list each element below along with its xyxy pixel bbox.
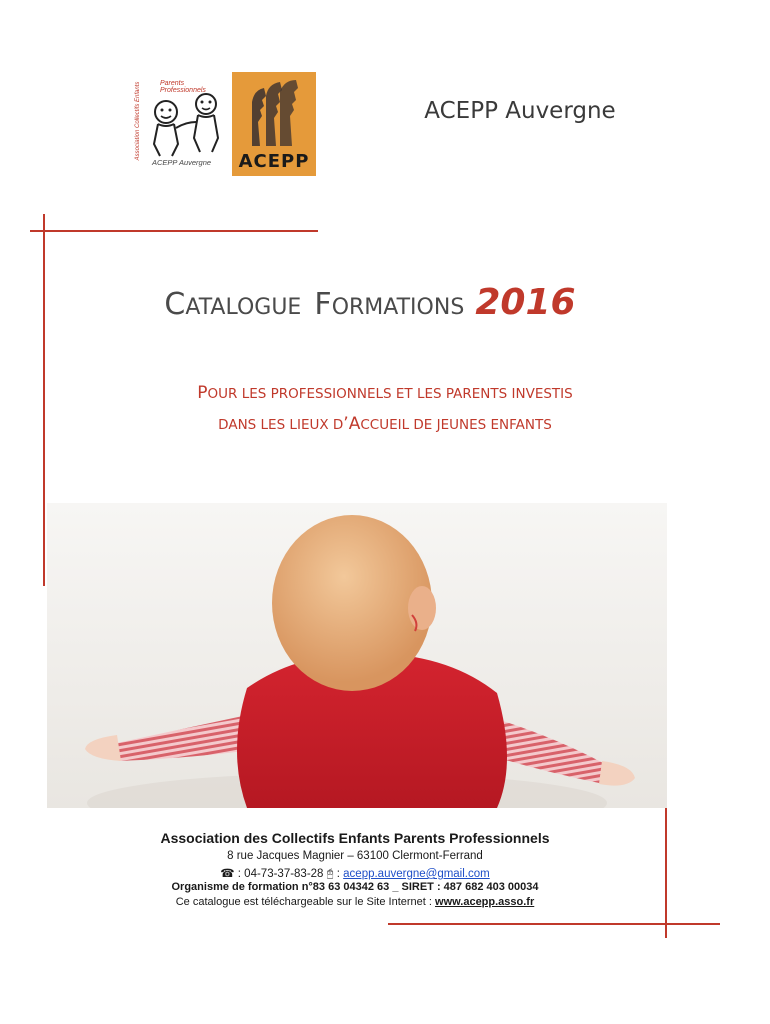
baby-photo xyxy=(47,503,667,808)
subtitle-line2-rest: CCUEIL DE JEUNES ENFANTS xyxy=(360,417,552,433)
parents-logo-caption-top: Parents Professionnels xyxy=(160,80,206,94)
title-word2-rest: ORMATIONS xyxy=(331,295,465,320)
footer-contact xyxy=(100,866,610,881)
top-horizontal-rule xyxy=(30,230,318,232)
footer-organism-info: Organisme de formation n°83 63 04342 63 _ SIRET : 487 682 403 00034 xyxy=(171,881,539,893)
title-word2-initial: F xyxy=(314,287,332,322)
title-word1-rest: ATALOGUE xyxy=(185,295,302,320)
parents-logo-side-text: Association Collectifs Enfants xyxy=(135,81,141,161)
mouse-icon: 🖰 xyxy=(326,868,334,880)
catalog-title xyxy=(60,282,680,323)
parents-professionnels-logo xyxy=(128,72,228,172)
subtitle-line2-initial: ’A xyxy=(343,414,361,434)
subtitle-line1-rest: OUR LES PROFESSIONNELS ET LES PARENTS INVESTIS xyxy=(207,386,573,402)
footer-phone: ☎ : 04-73-37-83-28 xyxy=(220,868,327,880)
bottom-horizontal-rule xyxy=(388,923,720,925)
subtitle-line2-part1: DANS LES LIEUX D xyxy=(218,417,344,433)
acepp-logo xyxy=(232,72,316,176)
footer-association-name: Association des Collectifs Enfants Parents Professionnels xyxy=(160,830,550,846)
parents-logo-caption-bottom: ACEPP Auvergne xyxy=(152,158,212,167)
website-link[interactable]: www.acepp.asso.fr xyxy=(435,896,535,908)
footer-email-prefix: : xyxy=(333,868,344,880)
footer-download-info xyxy=(100,896,610,908)
catalog-year: 2016 xyxy=(475,282,576,323)
title-word1-initial: C xyxy=(164,287,186,322)
subtitle-line1-initial: P xyxy=(197,383,208,403)
subtitle-line-1 xyxy=(0,383,770,403)
footer-download-prefix: Ce catalogue est téléchargeable sur le Site Internet : xyxy=(175,896,436,908)
faces-profile-icon xyxy=(238,76,310,152)
email-link[interactable]: acepp.auvergne@gmail.com xyxy=(343,868,490,880)
organization-name: ACEPP Auvergne xyxy=(424,98,616,124)
footer-address: 8 rue Jacques Magnier – 63100 Clermont-Ferrand xyxy=(227,850,483,862)
acepp-logo-caption: ACEPP xyxy=(238,151,310,172)
subtitle-line-2 xyxy=(0,414,770,434)
